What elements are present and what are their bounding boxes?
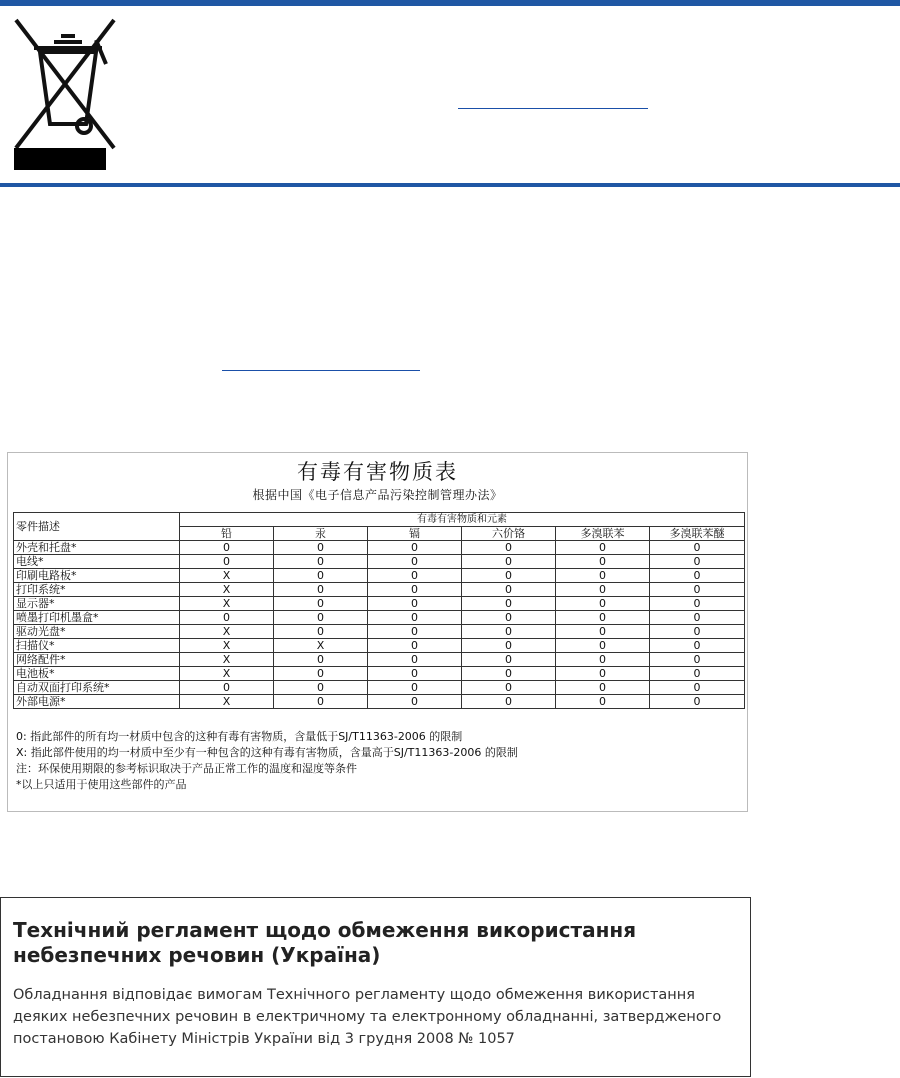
substance-value: 0 <box>556 639 650 653</box>
substance-value: 0 <box>462 695 556 709</box>
part-header: 零件描述 <box>14 513 180 541</box>
table-row <box>14 639 745 653</box>
part-name: 打印系统* <box>14 583 180 597</box>
rohs-note: *以上只适用于使用这些部件的产品 <box>16 778 187 791</box>
table-row <box>14 625 745 639</box>
substance-value: 0 <box>462 569 556 583</box>
recycling-link[interactable] <box>458 108 648 109</box>
part-name: 网络配件* <box>14 653 180 667</box>
substance-value: X <box>180 569 274 583</box>
table-row <box>14 667 745 681</box>
substance-value: 0 <box>368 583 462 597</box>
substance-value: X <box>180 667 274 681</box>
substance-value: 0 <box>274 541 368 555</box>
ukraine-body: Обладнання відповідає вимогам Технічного регламенту щодо обмеження використання деяких небезпечних речовин в електричному та електронному обладнанні, затвердженого постановою Кабінету Міністрів України від 3 грудня 2008 № 1057 <box>13 987 722 1047</box>
substance-value: 0 <box>462 681 556 695</box>
substance-value: X <box>180 583 274 597</box>
rohs-note: 0: 指此部件的所有均一材质中包含的这种有毒有害物质，含量低于SJ/T11363-2006 的限制 <box>16 730 463 743</box>
substance-header: 六价铬 <box>462 527 556 541</box>
substance-value: 0 <box>274 555 368 569</box>
substance-value: 0 <box>274 597 368 611</box>
substance-value: X <box>180 695 274 709</box>
table-row <box>14 597 745 611</box>
substance-value: 0 <box>556 695 650 709</box>
substance-value: 0 <box>368 555 462 569</box>
substance-value: 0 <box>650 569 745 583</box>
rohs-note: 注：环保使用期限的参考标识取决于产品正常工作的温度和湿度等条件 <box>16 762 357 775</box>
substance-group-header: 有毒有害物质和元素 <box>180 513 745 527</box>
part-name: 印刷电路板* <box>14 569 180 583</box>
ukraine-heading: Технічний регламент щодо обмеження використання небезпечних речовин (Україна) <box>13 918 637 967</box>
substance-value: 0 <box>556 681 650 695</box>
substance-value: 0 <box>368 625 462 639</box>
table-row <box>14 611 745 625</box>
substance-value: 0 <box>180 681 274 695</box>
substance-value: X <box>274 639 368 653</box>
substance-value: 0 <box>274 611 368 625</box>
substance-value: 0 <box>462 541 556 555</box>
substance-value: X <box>180 625 274 639</box>
bottom-divider <box>0 183 900 187</box>
substance-value: 0 <box>650 681 745 695</box>
substance-value: 0 <box>556 555 650 569</box>
ukraine-regulation-box <box>0 897 751 1077</box>
rohs-note: X: 指此部件使用的均一材质中至少有一种包含的这种有毒有害物质，含量高于SJ/T11363-2006 的限制 <box>16 746 518 759</box>
table-row <box>14 569 745 583</box>
substance-value: 0 <box>368 611 462 625</box>
substance-value: 0 <box>368 667 462 681</box>
substance-value: 0 <box>462 639 556 653</box>
substance-value: 0 <box>462 597 556 611</box>
substance-value: 0 <box>556 625 650 639</box>
substance-value: 0 <box>180 611 274 625</box>
weee-black-bar <box>14 148 106 170</box>
part-name: 驱动光盘* <box>14 625 180 639</box>
top-divider <box>0 0 900 6</box>
substance-value: X <box>180 597 274 611</box>
substance-value: X <box>180 653 274 667</box>
part-name: 自动双面打印系统* <box>14 681 180 695</box>
substance-value: 0 <box>368 597 462 611</box>
substance-value: 0 <box>650 639 745 653</box>
substance-value: 0 <box>650 653 745 667</box>
substance-value: 0 <box>368 569 462 583</box>
table-row <box>14 555 745 569</box>
table-row <box>14 541 745 555</box>
substance-header: 多溴联苯 <box>556 527 650 541</box>
substance-value: 0 <box>368 639 462 653</box>
table-row <box>14 653 745 667</box>
substance-value: 0 <box>556 597 650 611</box>
substance-value: 0 <box>462 625 556 639</box>
table-row <box>14 681 745 695</box>
substance-value: 0 <box>650 541 745 555</box>
rohs-grid <box>13 512 745 709</box>
substance-value: 0 <box>180 541 274 555</box>
table-row <box>14 583 745 597</box>
part-name: 显示器* <box>14 597 180 611</box>
substance-value: 0 <box>556 653 650 667</box>
substance-value: 0 <box>556 667 650 681</box>
part-name: 外壳和托盘* <box>14 541 180 555</box>
substance-value: 0 <box>368 695 462 709</box>
substance-value: 0 <box>462 653 556 667</box>
substance-value: 0 <box>556 541 650 555</box>
substance-header: 镉 <box>368 527 462 541</box>
part-name: 喷墨打印机墨盒* <box>14 611 180 625</box>
substance-value: 0 <box>650 583 745 597</box>
substance-value: 0 <box>556 583 650 597</box>
part-name: 扫描仪* <box>14 639 180 653</box>
environment-link[interactable] <box>222 370 420 371</box>
part-name: 电线* <box>14 555 180 569</box>
rohs-subtitle: 根据中国《电子信息产品污染控制管理办法》 <box>252 488 503 502</box>
substance-value: 0 <box>650 695 745 709</box>
substance-value: 0 <box>368 681 462 695</box>
substance-value: 0 <box>462 583 556 597</box>
part-name: 外部电源* <box>14 695 180 709</box>
substance-value: 0 <box>274 695 368 709</box>
substance-value: 0 <box>556 569 650 583</box>
rohs-notes <box>16 729 741 793</box>
substance-value: 0 <box>650 597 745 611</box>
substance-value: 0 <box>462 555 556 569</box>
substance-header: 汞 <box>274 527 368 541</box>
substance-value: 0 <box>556 611 650 625</box>
substance-value: 0 <box>462 611 556 625</box>
substance-header: 多溴联苯醚 <box>650 527 745 541</box>
substance-value: 0 <box>274 583 368 597</box>
substance-value: 0 <box>180 555 274 569</box>
substance-value: X <box>180 639 274 653</box>
part-name: 电池板* <box>14 667 180 681</box>
rohs-title: 有毒有害物质表 <box>297 460 458 484</box>
substance-value: 0 <box>650 667 745 681</box>
substance-value: 0 <box>368 541 462 555</box>
substance-value: 0 <box>368 653 462 667</box>
china-rohs-table <box>7 452 748 812</box>
table-row <box>14 695 745 709</box>
substance-value: 0 <box>462 667 556 681</box>
substance-value: 0 <box>274 653 368 667</box>
substance-value: 0 <box>274 681 368 695</box>
substance-value: 0 <box>650 611 745 625</box>
substance-value: 0 <box>650 625 745 639</box>
substance-value: 0 <box>274 667 368 681</box>
substance-header: 铅 <box>180 527 274 541</box>
substance-value: 0 <box>274 569 368 583</box>
substance-value: 0 <box>274 625 368 639</box>
substance-value: 0 <box>650 555 745 569</box>
